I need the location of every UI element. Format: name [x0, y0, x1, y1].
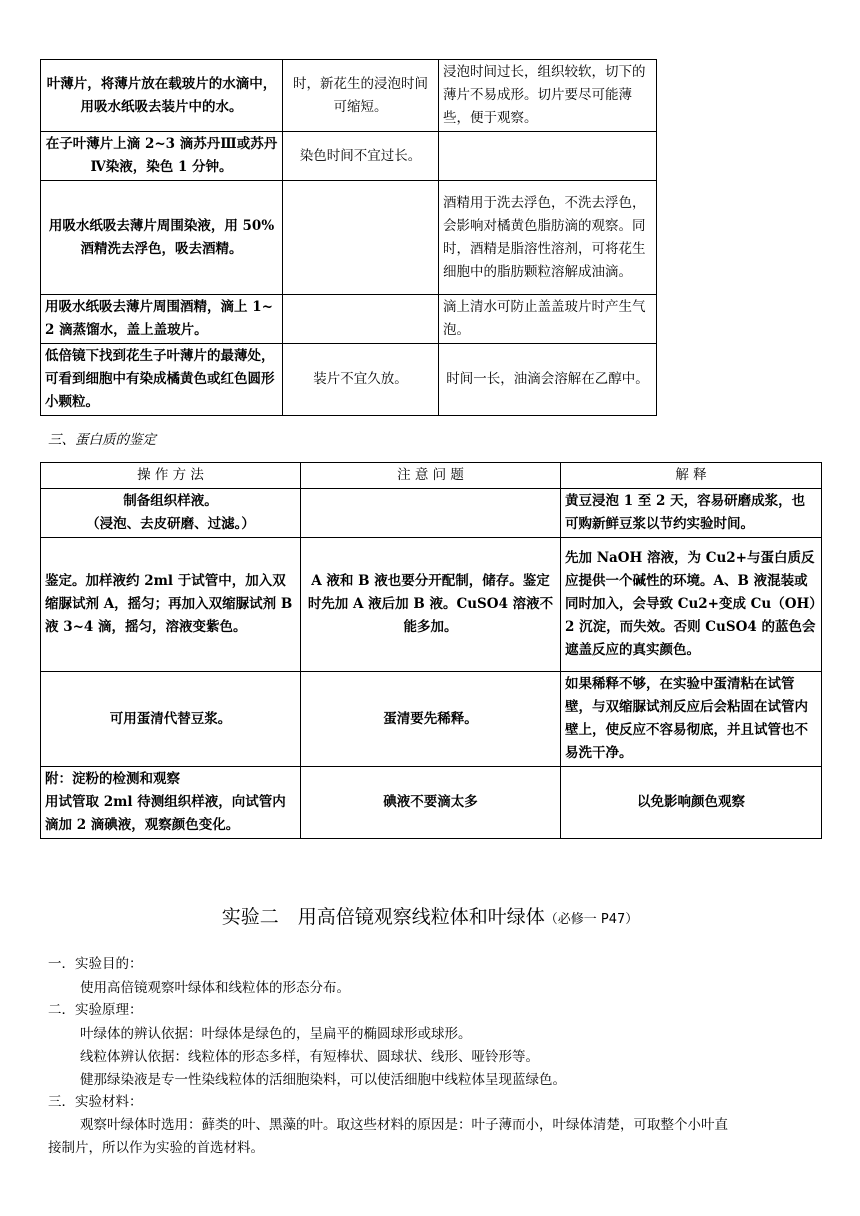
table-cell: 叶薄片，将薄片放在载玻片的水滴中，用吸水纸吸去装片中的水。 [41, 60, 283, 132]
table-cell: 在子叶薄片上滴 2~3 滴苏丹Ⅲ或苏丹Ⅳ染液，染色 1 分钟。 [41, 132, 283, 181]
material-text-line1: 观察叶绿体时选用：藓类的叶、黑藻的叶。取这些材料的原因是：叶子薄而小，叶绿体清楚，可取整个小叶直 [80, 1117, 728, 1133]
table-row [41, 60, 657, 132]
experiment-title-text: 实验二 用高倍镜观察线粒体和叶绿体 [221, 906, 545, 928]
principle-chloroplast: 叶绿体的辨认依据：叶绿体是绿色的，呈扁平的椭圆球形或球形。 [80, 1026, 472, 1042]
protein-identification-table [40, 462, 822, 839]
table-cell [301, 489, 561, 538]
table-cell: 鉴定。加样液约 2ml 于试管中，加入双缩脲试剂 A，摇匀；再加入双缩脲试剂 B 液 3~4 滴，摇匀，溶液变紫色。 [41, 538, 301, 672]
table-cell: 装片不宜久放。 [283, 344, 439, 416]
table-cell: 滴上清水可防止盖盖玻片时产生气泡。 [439, 295, 657, 344]
textbook-reference: （必修一 P47） [544, 912, 639, 927]
material-text-line2: 接制片，所以作为实验的首选材料。 [48, 1140, 264, 1156]
section-title: 三、蛋白质的鉴定 [48, 432, 156, 448]
purpose-heading: 一．实验目的： [48, 956, 143, 972]
table-header-row [41, 463, 822, 489]
table-cell: 时间一长，油滴会溶解在乙醇中。 [439, 344, 657, 416]
table-cell: A 液和 B 液也要分开配制，储存。鉴定时先加 A 液后加 B 液。CuSO4 溶液不能多加。 [301, 538, 561, 672]
table-cell: 碘液不要滴太多 [301, 767, 561, 839]
table-cell: 如果稀释不够，在实验中蛋清粘在试管壁，与双缩脲试剂反应后会粘固在试管内壁上，使反应不容易彻底，并且试管也不易洗干净。 [561, 672, 822, 767]
table-cell [439, 132, 657, 181]
table-row [41, 181, 657, 295]
table-cell: 低倍镜下找到花生子叶薄片的最薄处，可看到细胞中有染成橘黄色或红色圆形小颗粒。 [41, 344, 283, 416]
material-heading: 三．实验材料： [48, 1094, 143, 1110]
principle-mitochondria: 线粒体辨认依据：线粒体的形态多样，有短棒状、圆球状、线形、哑铃形等。 [80, 1049, 539, 1065]
table-row [41, 538, 822, 672]
table-cell: 以免影响颜色观察 [561, 767, 822, 839]
table-row [41, 489, 822, 538]
table-cell: 黄豆浸泡 1 至 2 天，容易研磨成浆，也可购新鲜豆浆以节约实验时间。 [561, 489, 822, 538]
table-row [41, 767, 822, 839]
table-cell: 可用蛋清代替豆浆。 [41, 672, 301, 767]
table-row [41, 672, 822, 767]
table-cell: 酒精用于洗去浮色，不洗去浮色，会影响对橘黄色脂肪滴的观察。同时，酒精是脂溶性溶剂，可将花生细胞中的脂肪颗粒溶解成油滴。 [439, 181, 657, 295]
table-row [41, 295, 657, 344]
table-cell [283, 295, 439, 344]
table-cell: 制备组织样液。 （浸泡、去皮研磨、过滤。） [41, 489, 301, 538]
fat-identification-table [40, 59, 657, 416]
table-cell: 染色时间不宜过长。 [283, 132, 439, 181]
purpose-text: 使用高倍镜观察叶绿体和线粒体的形态分布。 [80, 980, 350, 996]
table-cell: 时，新花生的浸泡时间可缩短。 [283, 60, 439, 132]
column-header: 解 释 [561, 463, 822, 489]
table-cell: 浸泡时间过长，组织较软，切下的薄片不易成形。切片要尽可能薄些，便于观察。 [439, 60, 657, 132]
table-cell: 蛋清要先稀释。 [301, 672, 561, 767]
principle-janus-green: 健那绿染液是专一性染线粒体的活细胞染料，可以使活细胞中线粒体呈现蓝绿色。 [80, 1072, 566, 1088]
table-cell: 附：淀粉的检测和观察 用试管取 2ml 待测组织样液，向试管内滴加 2 滴碘液，观察颜色变化。 [41, 767, 301, 839]
principle-heading: 二．实验原理： [48, 1002, 143, 1018]
column-header: 注 意 问 题 [301, 463, 561, 489]
table-row [41, 132, 657, 181]
table-cell: 先加 NaOH 溶液，为 Cu2+与蛋白质反应提供一个碱性的环境。A、B 液混装或同时加入，会导致 Cu2+变成 Cu（OH）2 沉淀，而失效。否则 CuSO4 的蓝色会遮盖反应的真实颜色。 [561, 538, 822, 672]
table-row [41, 344, 657, 416]
table-cell: 用吸水纸吸去薄片周围染液，用 50%酒精洗去浮色，吸去酒精。 [41, 181, 283, 295]
table-cell: 用吸水纸吸去薄片周围酒精，滴上 1~2 滴蒸馏水，盖上盖玻片。 [41, 295, 283, 344]
table-cell [283, 181, 439, 295]
column-header: 操 作 方 法 [41, 463, 301, 489]
experiment-title [0, 902, 860, 929]
